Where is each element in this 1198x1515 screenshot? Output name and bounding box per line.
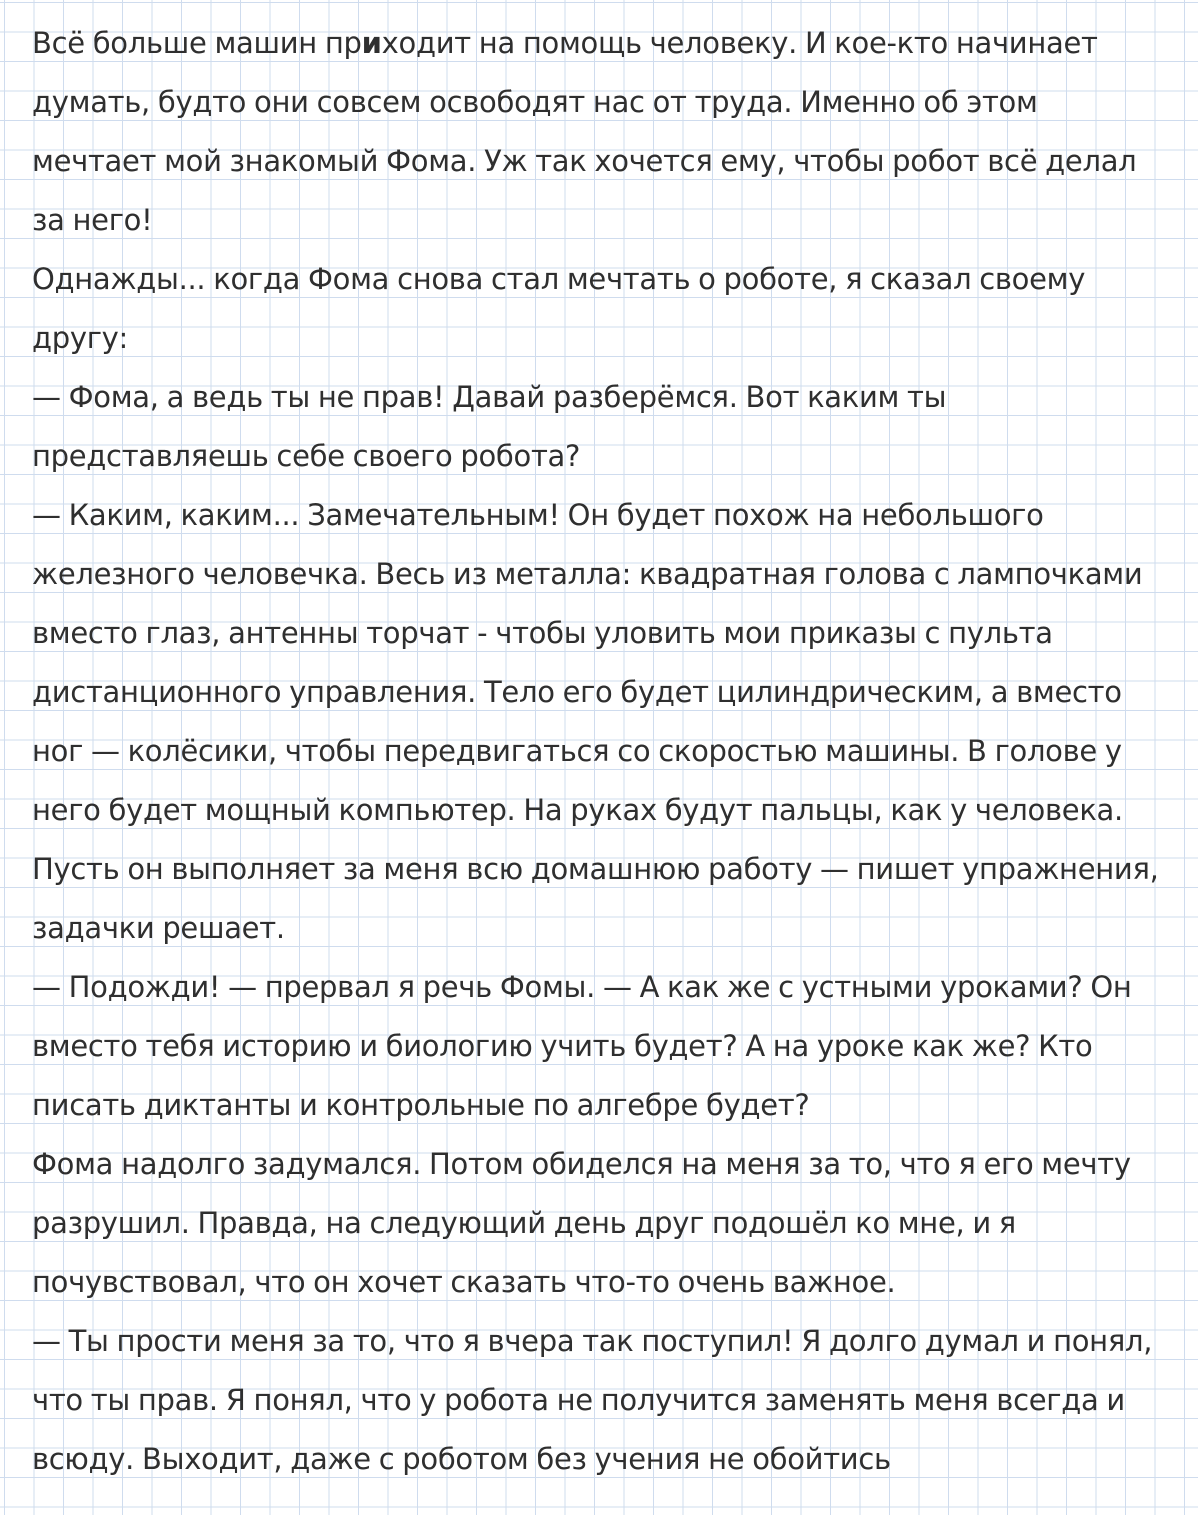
- text-line: вместо тебя историю и биологию учить будет? А на уроке как же? Кто: [32, 1029, 1093, 1063]
- text-line: за него!: [32, 203, 153, 237]
- text-line: — Подожди! — прервал я речь Фомы. — А как же с устными уроками? Он: [32, 970, 1132, 1004]
- emphasized-letter: и: [361, 26, 382, 60]
- text-line: [32, 14, 1178, 73]
- text-line: — Фома, а ведь ты не прав! Давай разберёмся. Вот каким ты: [32, 380, 947, 414]
- text-line: него будет мощный компьютер. На руках будут пальцы, как у человека.: [32, 793, 1123, 827]
- text-line: думать, будто они совсем освободят нас от труда. Именно об этом: [32, 85, 1038, 119]
- text-line: другу:: [32, 321, 128, 355]
- essay-text: [32, 14, 1178, 1489]
- text-line: разрушил. Правда, на следующий день друг подошёл ко мне, и я: [32, 1206, 1016, 1240]
- text-line: — Каким, каким... Замечательным! Он будет похож на небольшого: [32, 498, 1044, 532]
- text-line: представляешь себе своего робота?: [32, 439, 581, 473]
- text-line: всюду. Выходит, даже с роботом без учения не обойтись: [32, 1442, 891, 1476]
- text-segment: Всё больше машин пр: [32, 26, 362, 60]
- text-line: писать диктанты и контрольные по алгебре будет?: [32, 1088, 810, 1122]
- text-line: железного человечка. Весь из металла: квадратная голова с лампочками: [32, 557, 1143, 591]
- text-line: ног — колёсики, чтобы передвигаться со скоростью машины. В голове у: [32, 734, 1122, 768]
- text-line: дистанционного управления. Тело его будет цилиндрическим, а вместо: [32, 675, 1122, 709]
- text-line: что ты прав. Я понял, что у робота не получится заменять меня всегда и: [32, 1383, 1125, 1417]
- text-line: вместо глаз, антенны торчат - чтобы уловить мои приказы с пульта: [32, 616, 1053, 650]
- text-segment: ходит на помощь человеку. И кое-кто начинает: [381, 26, 1098, 60]
- text-line: Пусть он выполняет за меня всю домашнюю работу — пишет упражнения,: [32, 852, 1159, 886]
- text-line: — Ты прости меня за то, что я вчера так поступил! Я долго думал и понял,: [32, 1324, 1153, 1358]
- text-line: Фома надолго задумался. Потом обиделся на меня за то, что я его мечту: [32, 1147, 1131, 1181]
- text-line: задачки решает.: [32, 911, 285, 945]
- text-line: мечтает мой знакомый Фома. Уж так хочется ему, чтобы робот всё делал: [32, 144, 1137, 178]
- text-line: Однажды... когда Фома снова стал мечтать о роботе, я сказал своему: [32, 262, 1086, 296]
- text-line: почувствовал, что он хочет сказать что-то очень важное.: [32, 1265, 896, 1299]
